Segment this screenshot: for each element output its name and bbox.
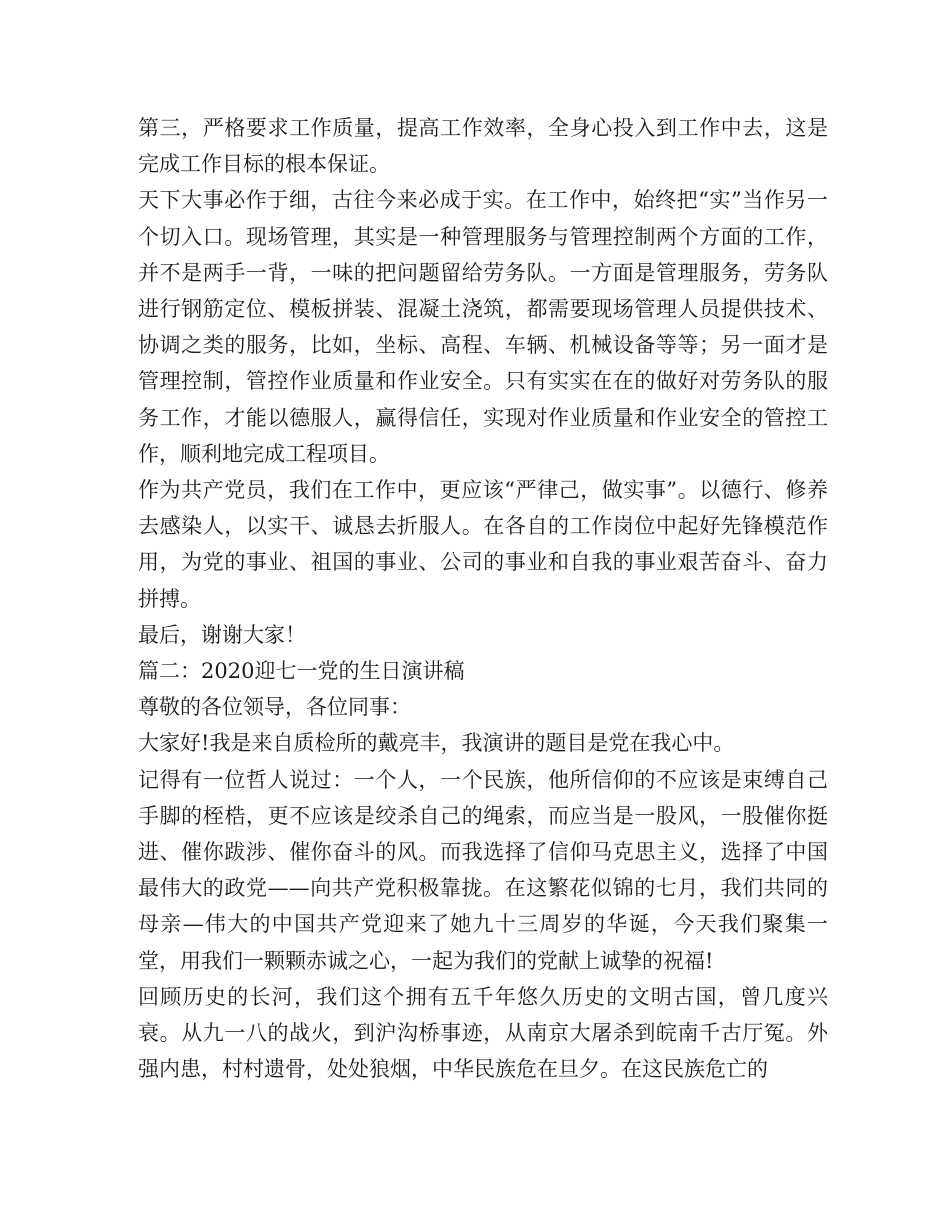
- section-heading: 篇二：2020迎七一党的生日演讲稿: [138, 659, 465, 684]
- paragraph-closing-thanks: 最后，谢谢大家！: [138, 622, 306, 647]
- paragraph-salutation: 尊敬的各位领导，各位同事：: [138, 695, 411, 720]
- paragraph-history-review: 回顾历史的长河，我们这个拥有五千年悠久历史的文明古国，曾几度兴衰。从九一八的战火，到沪沟桥事迹，从南京大屠杀到皖南千古厅冤。外强内患，村村遗骨，处处狼烟，中华民族危在旦夕。在这民族危亡的: [138, 984, 828, 1082]
- paragraph-site-management: 天下大事必作于细，古往今来必成于实。在工作中，始终把“实”当作另一个切入口。现场管理，其实是一种管理服务与管理控制两个方面的工作，并不是两手一背，一味的把问题留给劳务队。一方面是管理服务，劳务队进行钢筋定位、模板拼装、混凝土浇筑，都需要现场管理人员提供技术、协调之类的服务，比如，坐标、高程、车辆、机械设备等等；另一面才是管理控制，管控作业质量和作业安全。只有实实在在的做好对劳务队的服务工作，才能以德服人，赢得信任，实现对作业质量和作业安全的管控工作，顺利地完成工程项目。: [138, 188, 828, 466]
- paragraph-party-member: 作为共产党员，我们在工作中，更应该“严律己，做实事”。以德行、修养去感染人，以实干、诚恳去折服人。在各自的工作岗位中起好先锋模范作用，为党的事业、祖国的事业、公司的事业和自我的事业艰苦奋斗、奋力拼搏。: [138, 478, 828, 611]
- document-body: [138, 110, 828, 1087]
- paragraph-greeting: 大家好!我是来自质检所的戴亮丰，我演讲的题目是党在我心中。: [138, 731, 735, 756]
- paragraph-philosopher-quote: 记得有一位哲人说过：一个人，一个民族，他所信仰的不应该是束缚自己手脚的桎梏，更不应该是绞杀自己的绳索，而应当是一股风，一股催你挺进、催你跋涉、催你奋斗的风。而我选择了信仰马克思主义，选择了中国最伟大的政党——向共产党积极靠拢。在这繁花似锦的七月，我们共同的母亲—伟大的中国共产党迎来了她九十三周岁的华诞，今天我们聚集一堂，用我们一颗颗赤诚之心，一起为我们的党献上诚挚的祝福!: [138, 767, 828, 973]
- paragraph-work-quality: 第三，严格要求工作质量，提高工作效率，全身心投入到工作中去，这是完成工作目标的根本保证。: [138, 116, 828, 177]
